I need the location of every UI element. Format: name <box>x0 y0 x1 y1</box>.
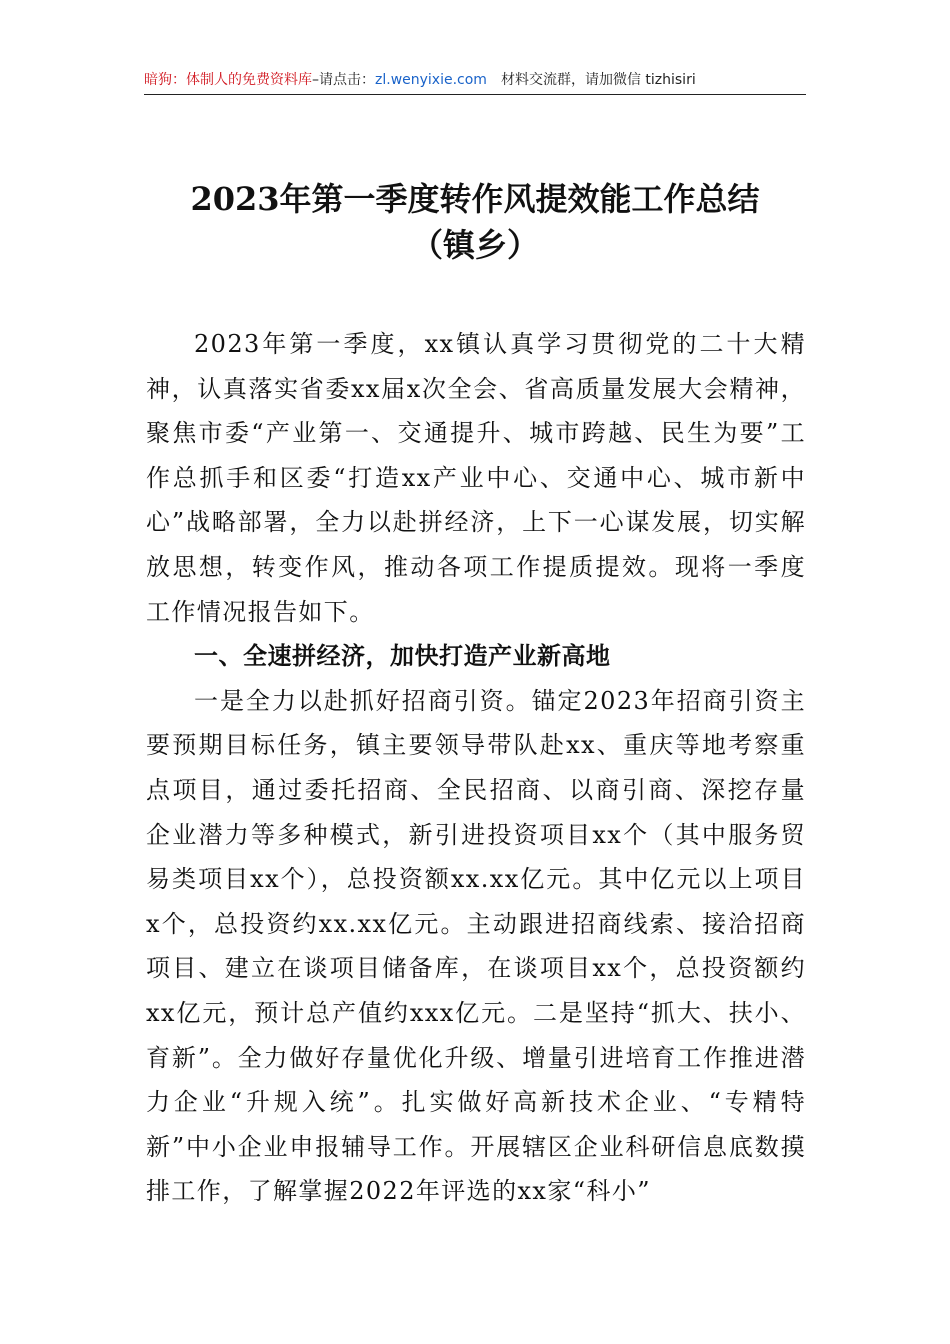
document-body <box>146 322 806 1214</box>
header-click-prompt: –请点击： <box>312 72 375 88</box>
header-url-link[interactable]: zl.wenyixie.com <box>375 72 487 88</box>
header-contact: 材料交流群，请加微信 tizhisiri <box>500 72 696 88</box>
section-paragraph: 一是全力以赴抓好招商引资。锚定2023年招商引资主要预期目标任务，镇主要领导带队赴xx、重庆等地考察重点项目，通过委托招商、全民招商、以商引商、深挖存量企业潜力等多种模式，新引进投资项目xx个（其中服务贸易类项目xx个），总投资额xx.xx亿元。其中亿元以上项目x个，总投资约xx.xx亿元。主动跟进招商线索、接洽招商项目、建立在谈项目储备库，在谈项目xx个，总投资额约xx亿元，预计总产值约xxx亿元。二是坚持“抓大、扶小、育新”。全力做好存量优化升级、增量引进培育工作推进潜力企业“升规入统”。扎实做好高新技术企业、“专精特新”中小企业申报辅导工作。开展辖区企业科研信息底数摸排工作，了解掌握2022年评选的xx家“科小” <box>146 686 806 1206</box>
section-heading: 一、全速拼经济，加快打造产业新高地 <box>194 642 611 671</box>
document-subtitle: （镇乡） <box>410 226 539 264</box>
intro-paragraph: 2023年第一季度，xx镇认真学习贯彻党的二十大精神，认真落实省委xx届x次全会、省高质量发展大会精神，聚焦市委“产业第一、交通提升、城市跨越、民生为要”工作总抓手和区委“打造xx产业中心、交通中心、城市新中心”战略部署，全力以赴拼经济，上下一心谋发展，切实解放思想，转变作风，推动各项工作提质提效。现将一季度工作情况报告如下。 <box>146 330 806 626</box>
document-title: 2023年第一季度转作风提效能工作总结 <box>190 180 760 218</box>
header-brand: 暗狗：体制人的免费资料库 <box>144 72 312 88</box>
page-header <box>144 68 806 95</box>
